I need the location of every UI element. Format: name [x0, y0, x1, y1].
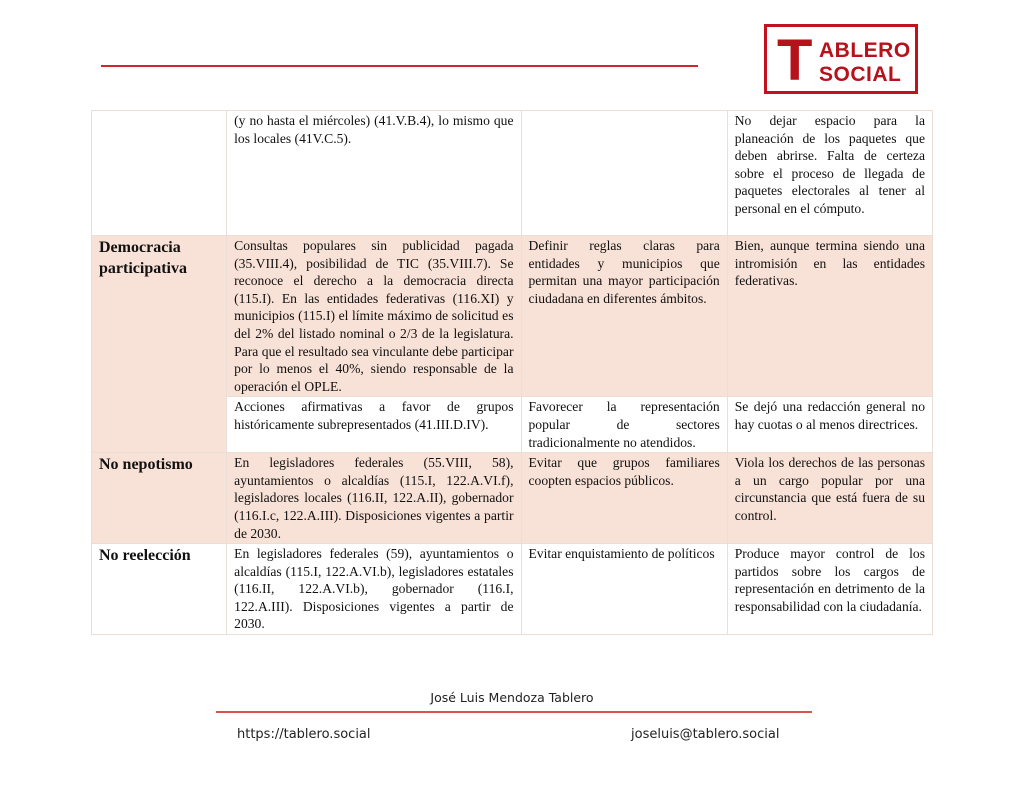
assessment-cell: No dejar espacio para la planeación de los paquetes que deben abrirse. Falta de certeza sobre el proceso de llegada de paquetes electorales al tener al personal en el cómputo.: [727, 111, 932, 236]
topic-cell: No reelección: [92, 544, 227, 635]
description-cell: Consultas populares sin publicidad pagada (35.VIII.4), posibilidad de TIC (35.VIII.7). Se reconoce el derecho a la democracia directa (115.I). En las entidades federativas (116.XI) y municipios (115.I) el límite máximo de solicitud es del 2% del listado nominal o 2/3 de la legislatura. Para que el resultado sea vinculante debe participar por lo menos el 40%, siendo responsable de la operación el OPLE.: [227, 236, 521, 397]
table-row: [92, 236, 933, 397]
assessment-cell: Bien, aunque termina siendo una intromisión en las entidades federativas.: [727, 236, 932, 397]
footer-author: José Luis Mendoza Tablero: [430, 690, 594, 705]
proposal-cell: Evitar enquistamiento de políticos: [521, 544, 727, 635]
assessment-cell: Produce mayor control de los partidos sobre los cargos de representación en detrimento de la responsabilidad con la ciudadanía.: [727, 544, 932, 635]
header-rule: [101, 65, 698, 67]
logo-line-2: SOCIAL: [819, 63, 902, 86]
description-cell: En legisladores federales (59), ayuntamientos o alcaldías (115.I, 122.A.VI.b), legisladores estatales (116.II, 122.A.VI.b), gobernador (116.I, 122.A.III). Disposiciones vigentes a partir de 2030.: [227, 544, 521, 635]
footer-email-link[interactable]: joseluis@tablero.social: [631, 727, 780, 742]
table-row: [92, 453, 933, 544]
assessment-cell: Viola los derechos de las personas a un cargo popular por una circunstancia que está fuera de su control.: [727, 453, 932, 544]
proposal-cell: Definir reglas claras para entidades y municipios que permitan una mayor participación ciudadana en diferentes ámbitos.: [521, 236, 727, 397]
table-row: [92, 544, 933, 635]
topic-cell: No nepotismo: [92, 453, 227, 544]
proposal-cell: [521, 111, 727, 236]
description-cell: Acciones afirmativas a favor de grupos históricamente subrepresentados (41.III.D.IV).: [227, 397, 521, 453]
footer-rule: [216, 711, 812, 713]
tablero-social-logo: [764, 24, 918, 94]
proposal-cell: Favorecer la representación popular de sectores tradicionalmente no atendidos.: [521, 397, 727, 453]
description-cell: (y no hasta el miércoles) (41.V.B.4), lo mismo que los locales (41V.C.5).: [227, 111, 521, 236]
description-cell: En legisladores federales (55.VIII, 58), ayuntamientos o alcaldías (115.I, 122.A.VI.f), legisladores locales (116.II, 122.A.II), gobernador (116.I.c, 122.A.III). Disposiciones vigentes a partir de 2030.: [227, 453, 521, 544]
footer-website-link[interactable]: https://tablero.social: [237, 727, 371, 742]
table-row: [92, 111, 933, 236]
topic-cell: Democracia participativa: [92, 236, 227, 453]
topic-cell: [92, 111, 227, 236]
assessment-cell: Se dejó una redacción general no hay cuotas o al menos directrices.: [727, 397, 932, 453]
reform-analysis-table: [91, 110, 933, 635]
logo-initial: T: [777, 28, 811, 93]
proposal-cell: Evitar que grupos familiares coopten espacios públicos.: [521, 453, 727, 544]
logo-line-1: ABLERO: [819, 39, 911, 62]
